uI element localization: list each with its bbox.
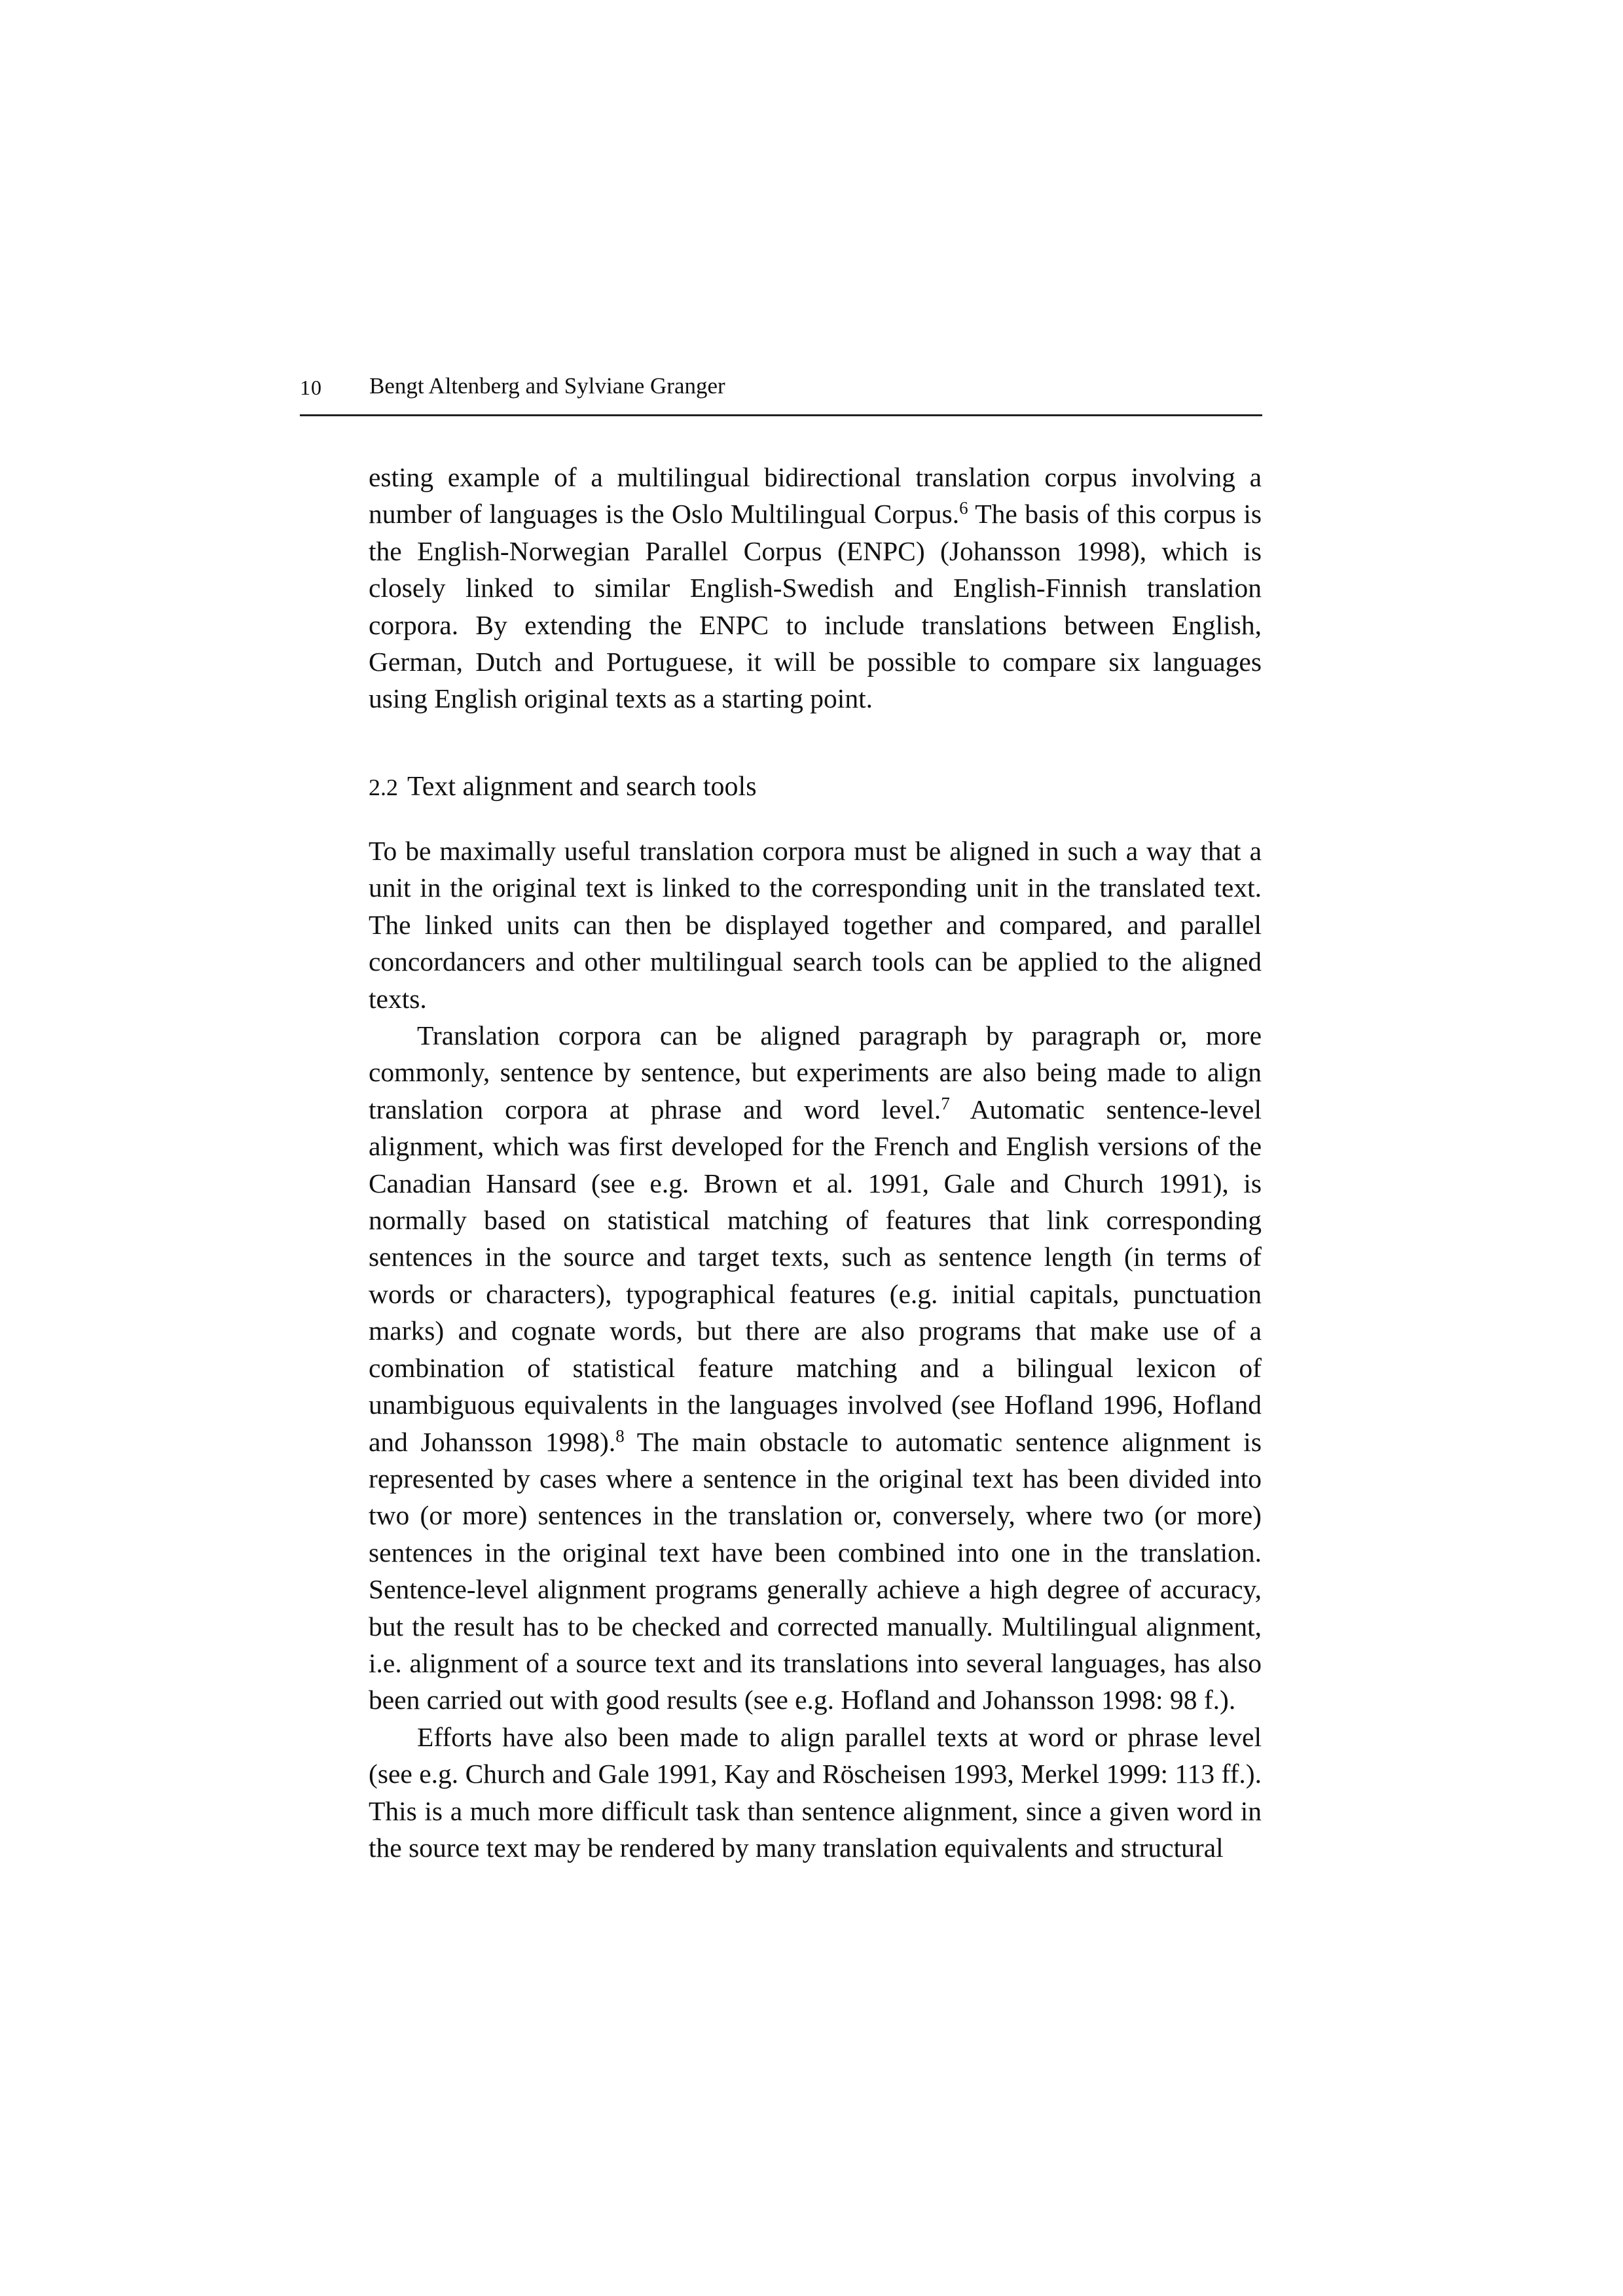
paragraph-2-part3: The main obstacle to automatic sentence alignment is represented by cases where a sentence in the original text has been divided into two (or more) sentences in the translation or, conversely, where two (or more) sentences in the original text have been combined into one in the translation. Sentence-level alignment programs generally achieve a high degree of accuracy, but the result has to be checked and corrected manually. Multilingual alignment, i.e. alignment of a source text and its translations into several languages, has also been carried out with good results (see e.g. Hofland and Johansson 1998: 98 f.). <box>369 1426 1262 1715</box>
paragraph-2 <box>369 1017 1262 1719</box>
paragraph-3: Efforts have also been made to align parallel texts at word or phrase level (see e.g. Church and Gale 1991, Kay and Röscheisen 1993, Merkel 1999: 113 ff.). This is a much more difficult task than sentence alignment, since a given word in the source text may be rendered by many translation equivalents and structural <box>369 1721 1262 1863</box>
paragraph-2-part2: Automatic sentence-level alignment, which was first developed for the French and English versions of the Canadian Hansard (see e.g. Brown et al. 1991, Gale and Church 1991), is normally based on statistical matching of features that link corresponding sentences in the source and target texts, such as sentence length (in terms of words or characters), typographical features (e.g. initial capitals, punctuation marks) and cognate words, but there are also programs that make use of a combination of statistical feature matching and a bilingual lexicon of unambiguous equivalents in the languages involved (see Hofland 1996, Hofland and Johansson 1998). <box>369 1094 1262 1457</box>
running-head <box>300 373 1262 416</box>
footnote-marker-8: 8 <box>615 1426 625 1446</box>
section-title: Text alignment and search tools <box>407 772 757 802</box>
paragraph-1: To be maximally useful translation corpora must be aligned in such a way that a unit in the original text is linked to the corresponding unit in the translated text. The linked units can then be displayed together and compared, and parallel concordancers and other multilingual search tools can be applied to the aligned texts. <box>369 836 1262 1014</box>
footnote-marker-6: 6 <box>959 498 968 518</box>
page-number: 10 <box>300 376 322 399</box>
section-heading <box>369 768 1262 806</box>
section-number: 2.2 <box>369 774 398 800</box>
running-title: Bengt Altenberg and Sylviane Granger <box>369 373 725 399</box>
section-text-block <box>369 833 1262 1866</box>
footnote-marker-7: 7 <box>941 1093 950 1113</box>
intro-text-part2: The basis of this corpus is the English-Norwegian Parallel Corpus (ENPC) (Johansson 1998), which is closely linked to similar English-Swedish and English-Finnish translation corpora. By extending the ENPC to include translations between English, German, Dutch and Portuguese, it will be possible to compare six languages using English original texts as a starting point. <box>369 499 1262 714</box>
intro-paragraph <box>369 459 1262 717</box>
intro-text-part1: esting example of a multilingual bidirectional translation corpus involving a number of languages is the Oslo Multilingual Corpus. <box>369 462 1262 529</box>
paragraph-2-part1: Translation corpora can be aligned paragraph by paragraph or, more commonly, sentence by sentence, but experiments are also being made to align translation corpora at phrase and word level. <box>369 1020 1262 1124</box>
intro-text-block <box>369 459 1262 717</box>
